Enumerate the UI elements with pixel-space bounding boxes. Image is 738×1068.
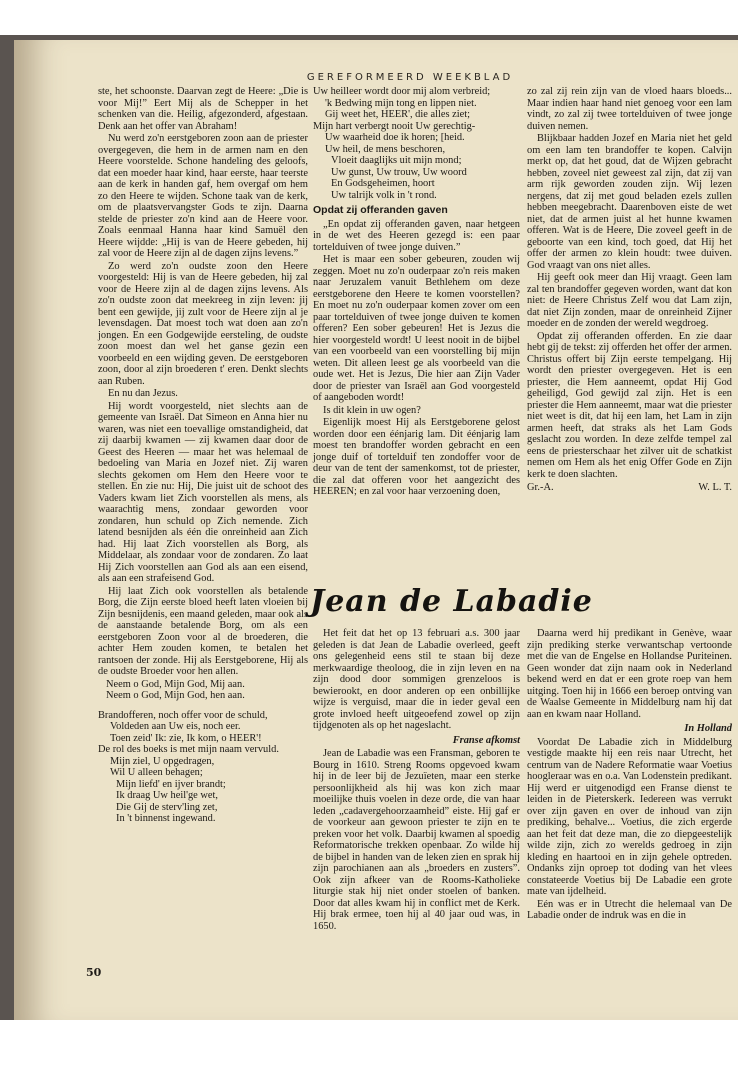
column-3	[527, 86, 732, 556]
paragraph: ste, het schoonste. Daarvan zegt de Heere: „Die is voor Mij!” Eert Mij als de Schepper in het schenken van die. Heilig, afgezonderd, afgestaan. Denk aan het offer van Abraham!	[98, 86, 308, 132]
paragraph: Het is maar een sober gebeuren, zouden wij zeggen. Moet nu zo'n ouderpaar zo'n reis maken naar Jeruzalem vanuit Bethlehem om deze eerstgeborene den Heere te komen voorstellen? En moet nu zo'n ouderpaar komen zover om een paar tortelduiven of twee jonge duiven te komen offeren? Een sober gebeuren! Het is Jezus die hier voorgesteld wordt! U leest nooit in de bijbel van een voorbeeld van een voorstelling bij mijn weten. Dit alleen leest ge als voorbeeld van die oude wet. Het is Jezus, Die hier aan Zijn Vader door de priester van Israël aan God voorgesteld of aangeboden wordt!	[313, 254, 520, 403]
poem-line: Toen zeid' Ik: zie, Ik kom, o HEER'!	[110, 732, 262, 744]
psalm-verse	[313, 86, 520, 201]
poem-line: Vloeit daaglijks uit mijn mond;	[331, 155, 462, 166]
paragraph: Zo werd zo'n oudste zoon den Heere voorgesteld: Hij is van de Heere gebeden, hij zal voor de Heere zijn al de dagen zijns levens. Als zo'n oudste zoon dat meekreeg in zijn leven: jij bent een gewijde, jij zult voor de Heere zijn al je levensdagen. Dat moest toch wat doen aan zo'n jongen. En een Godgewijde eersteling, de oudste zoon moest dan wel het ganse gezin een voorbeeld en een wijding geven. De eerstgeboren zoon, door al zijn broederen t' eren. Denkt slechts aan Ruben.	[98, 260, 308, 387]
paragraph: Jean de Labadie was een Fransman, geboren te Bourg in 1610. Streng Rooms opgevoed kwam hij in de leer bij de Jezuïeten, maar een sterke persoonlijkheid als hij was kon zich maar moeilijke thuis voelen in deze orde, die van haar leden „cadavergehoorzaamheid” eiste. Hij gaf er de voorkeur aan gewoon priester te zijn en te preken voor het volk. Daarbij kwamen al spoedig Reformatorische trekken openbaar. Zo wilde hij de bijbel in handen van de leken zien en sprak hij zijn parochianen aan als „broeders en zusters”. Ook zijn afkeer van de Rooms-Katholieke liturgie stak hij niet onder stoelen of banken. Door dat alles kwam hij in conflict met de Kerk. Hij brak ermee, toen hij al 40 jaar oud was, in 1650.	[313, 748, 520, 932]
paragraph: Hij geeft ook meer dan Hij vraagt. Geen lam zal ten brandoffer gegeven worden, want dat kon niet: de Heere Christus Zelf wou dat Lam zijn, dat niet Zijn zonden, maar de onreinheid Zijner moeder en de zonden der wereld wegdroeg.	[527, 272, 732, 329]
signature-right: W. L. T.	[698, 482, 732, 493]
paragraph: Eén was er in Utrecht die helemaal van De Labadie onder de indruk was en die in	[527, 898, 732, 921]
poem-verse	[98, 679, 308, 702]
poem-line: Uw heilleer wordt door mij alom verbreid;	[313, 86, 491, 97]
paragraph: „En opdat zij offeranden gaven, naar hetgeen in de wet des Heeren gezegd is: een paar tortelduiven of twee jonge duiven.”	[313, 218, 520, 253]
poem-line: In 't binnenst ingewand.	[116, 813, 216, 824]
article-title: Jean de Labadie	[310, 584, 593, 619]
paragraph: Opdat zij offeranden offerden. En zie daar hebt gij de tekst: zij offerden het offer der armen. Christus offert bij Zijn eerste tempelgang. Hij wordt den priester overgegeven. Het is een priester, die Hem aanneemt, opdat Hij God geheiligd, God gewijd zal zijn. Het is een priester die Hem aanneemt, maar wat die priester niet weet is dit, dat hij een lam, het Lam in zijn armen heeft, dat straks als het Lam Gods geslacht zou worden. In deze zelfde tempel zal eens de priesterschaar het zilver uit de schatkist nemen om Hem als het enig Offer Gode en Zijn kerk te doen slachten.	[527, 330, 732, 480]
poem-line: Mijn hart verbergt nooit Uw gerechtig-	[313, 120, 476, 132]
poem-line: Wil U alleen behagen;	[110, 767, 203, 778]
article-column-left	[313, 628, 520, 998]
poem-line: Mijn liefd' en ijver brandt;	[116, 778, 226, 790]
poem-line: Mijn ziel, U opgedragen,	[110, 755, 215, 767]
section-heading: Opdat zij offeranden gaven	[313, 204, 448, 216]
article-column-right	[527, 628, 732, 998]
paragraph: zo zal zij rein zijn van de vloed haars bloeds... Maar indien haar hand niet genoeg voor een lam vindt, zo zal zij twee tortelduiven of twee jonge duiven nemen.	[527, 86, 732, 132]
poem-line: Gij weet het, HEER', die alles ziet;	[325, 109, 470, 120]
column-2	[313, 86, 520, 556]
paragraph: Hij laat Zich ook voorstellen als betalende Borg, die Zijn eerste bloed heeft laten vloeien bij Zijn besnijdenis, een maand geleden, maar ook als de aanstaande betalende Borg, om als een eerstgeboren Zoon voor al de broederen, die achter Hem zouden komen, te betalen het rantsoen der zonde. Hij als Eerstgeborene, Hij als de oudste Broeder voor hen allen.	[98, 585, 308, 677]
paragraph: Nu werd zo'n eerstgeboren zoon aan de priester overgegeven, die hem in de armen nam en den Heere voorstelde. Schone handeling des geloofs, dat een moeder haar kind, haar eerste, haar teerste aan de kerk in handen gaf, hem overgaf om hem zo den Heere te wijden. Schone taak van de kerk, om de plaatsvervangster Gods te zijn. Daarna stelde de priester zo'n kind aan de Heere voor. Zoals eenmaal Hanna haar kind Samuël den Heere wijdde: „Hij is van de Heere gebeden, hij zal voor de Heere zijn al de dagen zijns levens.”	[98, 133, 308, 259]
column-1	[98, 86, 308, 996]
paragraph: Voordat De Labadie zich in Middelburg vestigde maakte hij een reis naar Utrecht, het centrum van de Nadere Reformatie waar Voetius hoogleraar was en o.a. Van Lodenstein predikant. Hij werd er uitgenodigd een Franse dienst te leiden in de Pieterskerk. Iedereen was verrukt over zijn gaven en over de inhoud van zijn prediking, behalve... Voetius, die zich ergerde aan het feit dat deze man, die zo diepgeestelijk wilde zijn, zich zo werelds gedroeg in zijn kleding en haartooi en in zijn gehele optreden. Ondanks zijn oproep tot doding van het vlees constateerde Voetius bij De Labadie een grote mate van ijdelheid.	[527, 736, 732, 897]
signature-line	[527, 482, 732, 494]
paragraph: Het feit dat het op 13 februari a.s. 300 jaar geleden is dat Jean de Labadie overleed, geeft ons gelegenheid eens stil te staan bij deze merkwaardige theoloog, die in zijn leven en na zijn dood door sommigen grenzeloos is bewierookt, en door anderen op een onbillijke wijze is verguisd, maar die in ieder geval een grote invloed heeft uitgeoefend zowel op zijn tijdgenoten als op het nageslacht.	[313, 628, 520, 731]
signature-left: Gr.-A.	[527, 482, 554, 493]
paragraph: En nu dan Jezus.	[108, 388, 178, 399]
paragraph: Blijkbaar hadden Jozef en Maria niet het geld om een lam ten brandoffer te kopen. Calvijn merkt op, dat het goud, dat de Wijzen gebracht hebben, zoveel niet geweest zal zijn, dat zij van arm rijk geworden zouden zijn. Wij lezen nergens, dat zij met goud beladen ezels zullen hebben meegebracht. Daarenboven eiste de wet niet, dat de armen juist al het hunne kwamen offeren. Wat is de Heere, Die zoveel geeft in de geboorte van een kind, toch goed, dat Hij het offer der armen zo klein houdt: twee duiven. God vraagt van ons niet alles.	[527, 133, 732, 271]
poem-line: Uw gunst, Uw trouw, Uw woord	[331, 166, 467, 178]
psalm-verse	[98, 710, 308, 825]
poem-line: Ik draag Uw heil'ge wet,	[116, 790, 218, 801]
paragraph: Is dit klein in uw ogen?	[323, 404, 421, 416]
poem-line: Voldeden aan Uw eis, noch eer.	[110, 721, 241, 732]
poem-line: Brandofferen, noch offer voor de schuld,	[98, 709, 268, 721]
page-number: 50	[86, 966, 102, 979]
paragraph: Hij wordt voorgesteld, niet slechts aan de gemeente van Israël. Dat Simeon en Anna hier nu waren, was niet een toevallige omstandigheid, dat zij daarbij kwamen — zij kwamen daar door de Geest des Heeren — maar het was helemaal de bedoeling van Maria en Jozef niet. Zij waren slechts gekomen om Hem den Heere voor te stellen. En zie nu: Hij, Die juist uit de schoot des Vaders kwam liet Zich voorstellen als mens, als waarachtig mens, zondaar geworden voor zondaren, hun schuld op Zich nemende. Zich latend besnijden als één die onreinheid aan Zich had. Hij laat Zich voorstellen als Borg, als Middelaar, als zondaar voor de zondaren. Zo laat Hij Zich voorstellen aan God als aan een eisend, als aan een strafeisend God.	[98, 400, 308, 584]
poem-line: De rol des boeks is met mijn naam vervuld.	[98, 744, 279, 755]
poem-line: Uw talrijk volk in 't rond.	[331, 189, 437, 201]
poem-line: Neem o God, Mijn God, Mij aan.	[106, 678, 245, 690]
paragraph: Eigenlijk moest Hij als Eerstgeborene gelost worden door een éénjarig lam. Dit éénjarig lam moest ten brandoffer worden gebracht en een jonge duif of tortelduif ten zondoffer voor de deur van de tent der samenkomst, tot de priester, die zal dat offeren voor het aangezicht des HEEREN; en zal voor haar verzoening doen,	[313, 417, 520, 497]
subheading: Franse afkomst	[452, 734, 520, 746]
poem-line: Die Gij de sterv'ling zet,	[116, 801, 218, 813]
poem-line: En Godsgeheimen, hoort	[331, 178, 435, 189]
poem-line: Neem o God, Mijn God, hen aan.	[106, 690, 245, 701]
subheading: In Holland	[684, 723, 732, 734]
paragraph: Daarna werd hij predikant in Genève, waar zijn prediking sterke verwantschap vertoonde met die van de Engelse en Hollandse Puriteinen. Geen wonder dat zijn naam ook in Nederland bekend werd en dat er een grote roep van hem uitging. Toen hij in 1666 een beroep ontving van de Waalse Gemeente in Middelburg nam hij dat aan en kwam naar Holland.	[527, 628, 732, 720]
poem-line: Uw waarheid doe ik horen; [heid.	[325, 132, 465, 143]
poem-line: 'k Bedwing mijn tong en lippen niet.	[325, 97, 477, 109]
poem-line: Uw heil, de mens beschoren,	[325, 143, 446, 155]
running-head: GEREFORMEERD WEEKBLAD	[306, 72, 514, 83]
